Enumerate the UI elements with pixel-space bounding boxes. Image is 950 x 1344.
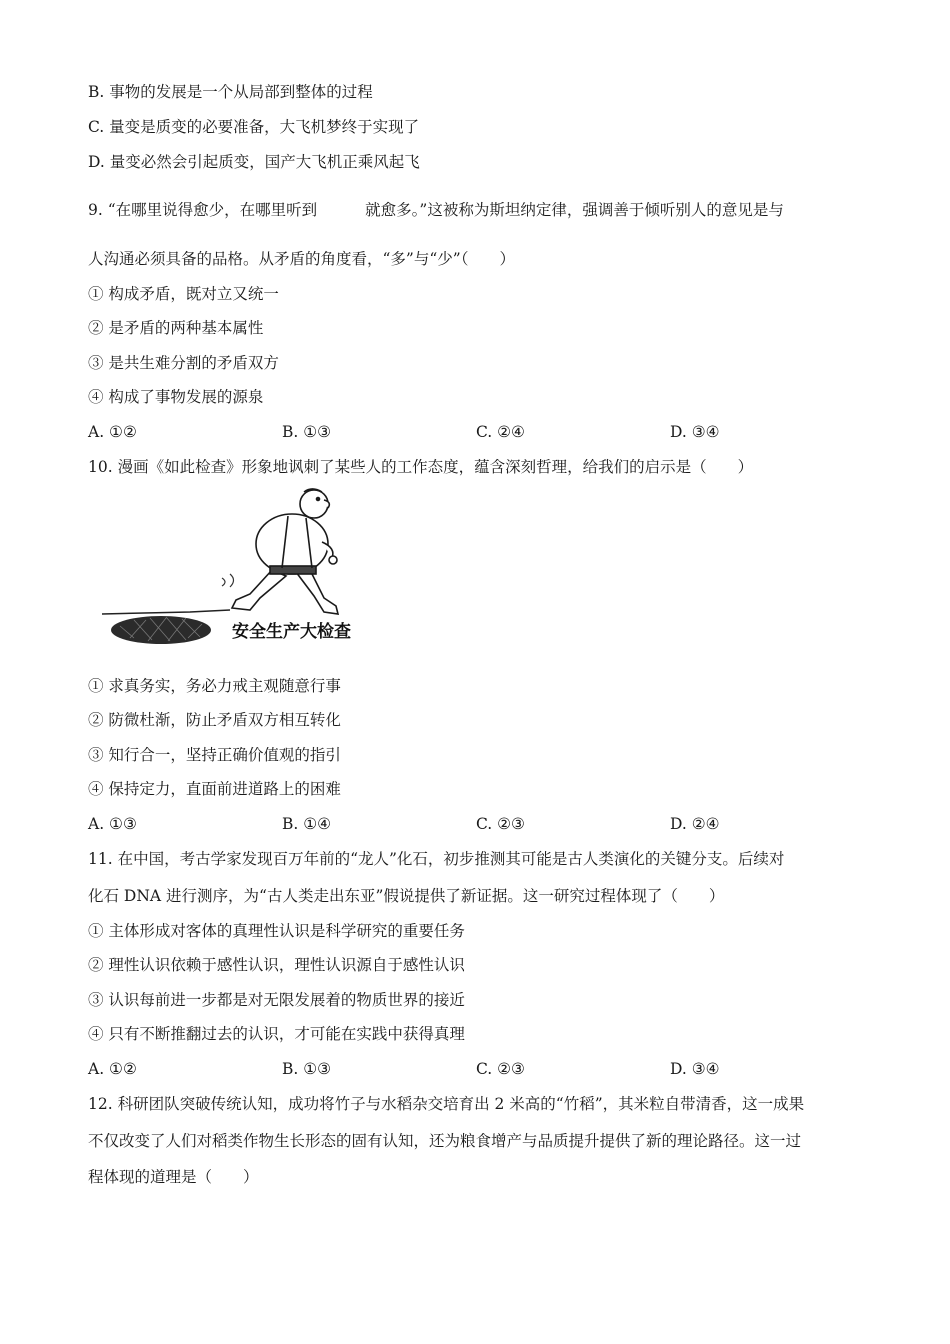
q9-item-2: ② 是矛盾的两种基本属性 bbox=[88, 319, 264, 337]
q10-choice-c: C. ②③ bbox=[476, 815, 525, 833]
q9-choice-b: B. ①③ bbox=[282, 423, 332, 441]
q10-item-4: ④ 保持定力，直面前进道路上的困难 bbox=[88, 780, 341, 798]
cartoon-caption: 安全生产大检查 bbox=[232, 622, 351, 642]
q12-stem-line3: 程体现的道理是（ ） bbox=[88, 1168, 259, 1186]
q9-item-4: ④ 构成了事物发展的源泉 bbox=[88, 388, 264, 406]
q11-item-1: ① 主体形成对客体的真理性认识是科学研究的重要任务 bbox=[88, 922, 465, 940]
q8-option-d: D. 量变必然会引起质变，国产大飞机正乘风起飞 bbox=[88, 153, 420, 171]
q10-item-2: ② 防微杜渐，防止矛盾双方相互转化 bbox=[88, 711, 341, 729]
q9-stem-part1: 9. “在哪里说得愈少，在哪里听到 bbox=[88, 201, 318, 219]
q9-item-3: ③ 是共生难分割的矛盾双方 bbox=[88, 354, 279, 372]
q9-choices bbox=[88, 422, 864, 442]
q9-stem bbox=[88, 200, 784, 220]
q12-stem-line2: 不仅改变了人们对稻类作物生长形态的固有认知，还为粮食增产与品质提升提供了新的理论路径。这一过 bbox=[88, 1132, 802, 1150]
q12-stem-line1: 12. 科研团队突破传统认知，成功将竹子与水稻杂交培育出 2 米高的“竹稻”，其米粒自带清香，这一成果 bbox=[88, 1095, 805, 1113]
q11-choice-c: C. ②③ bbox=[476, 1060, 525, 1078]
q9-choice-d: D. ③④ bbox=[670, 423, 720, 441]
cartoon-illustration bbox=[100, 486, 400, 656]
q11-choice-d: D. ③④ bbox=[670, 1060, 720, 1078]
q11-item-3: ③ 认识每前进一步都是对无限发展着的物质世界的接近 bbox=[88, 991, 465, 1009]
q11-item-4: ④ 只有不断推翻过去的认识，才可能在实践中获得真理 bbox=[88, 1025, 465, 1043]
q8-option-b: B. 事物的发展是一个从局部到整体的过程 bbox=[88, 83, 373, 101]
q10-choices bbox=[88, 814, 864, 834]
q10-stem: 10. 漫画《如此检查》形象地讽刺了某些人的工作态度，蕴含深刻哲理，给我们的启示是（ ） bbox=[88, 458, 754, 476]
q11-stem-line1: 11. 在中国，考古学家发现百万年前的“龙人”化石，初步推测其可能是古人类演化的关键分支。后续对 bbox=[88, 850, 785, 868]
q9-stem-line2: 人沟通必须具备的品格。从矛盾的角度看，“多”与“少”（ ） bbox=[88, 250, 515, 268]
q11-choice-b: B. ①③ bbox=[282, 1060, 332, 1078]
q8-option-c: C. 量变是质变的必要准备，大飞机梦终于实现了 bbox=[88, 118, 420, 136]
q11-choices bbox=[88, 1059, 864, 1079]
q10-choice-b: B. ①④ bbox=[282, 815, 332, 833]
q9-choice-c: C. ②④ bbox=[476, 423, 525, 441]
q11-item-2: ② 理性认识依赖于感性认识，理性认识源自于感性认识 bbox=[88, 956, 465, 974]
q11-stem-line2: 化石 DNA 进行测序，为“古人类走出东亚”假说提供了新证据。这一研究过程体现了（ ） bbox=[88, 887, 725, 905]
q10-choice-a: A. ①③ bbox=[88, 815, 137, 833]
q10-item-3: ③ 知行合一，坚持正确价值观的指引 bbox=[88, 746, 341, 764]
q10-item-1: ① 求真务实，务必力戒主观随意行事 bbox=[88, 677, 341, 695]
q9-item-1: ① 构成矛盾，既对立又统一 bbox=[88, 285, 279, 303]
q11-choice-a: A. ①② bbox=[88, 1060, 137, 1078]
q9-stem-part2: 就愈多。”这被称为斯坦纳定律，强调善于倾听别人的意见是与 bbox=[365, 201, 784, 219]
q9-choice-a: A. ①② bbox=[88, 423, 137, 441]
q10-choice-d: D. ②④ bbox=[670, 815, 720, 833]
